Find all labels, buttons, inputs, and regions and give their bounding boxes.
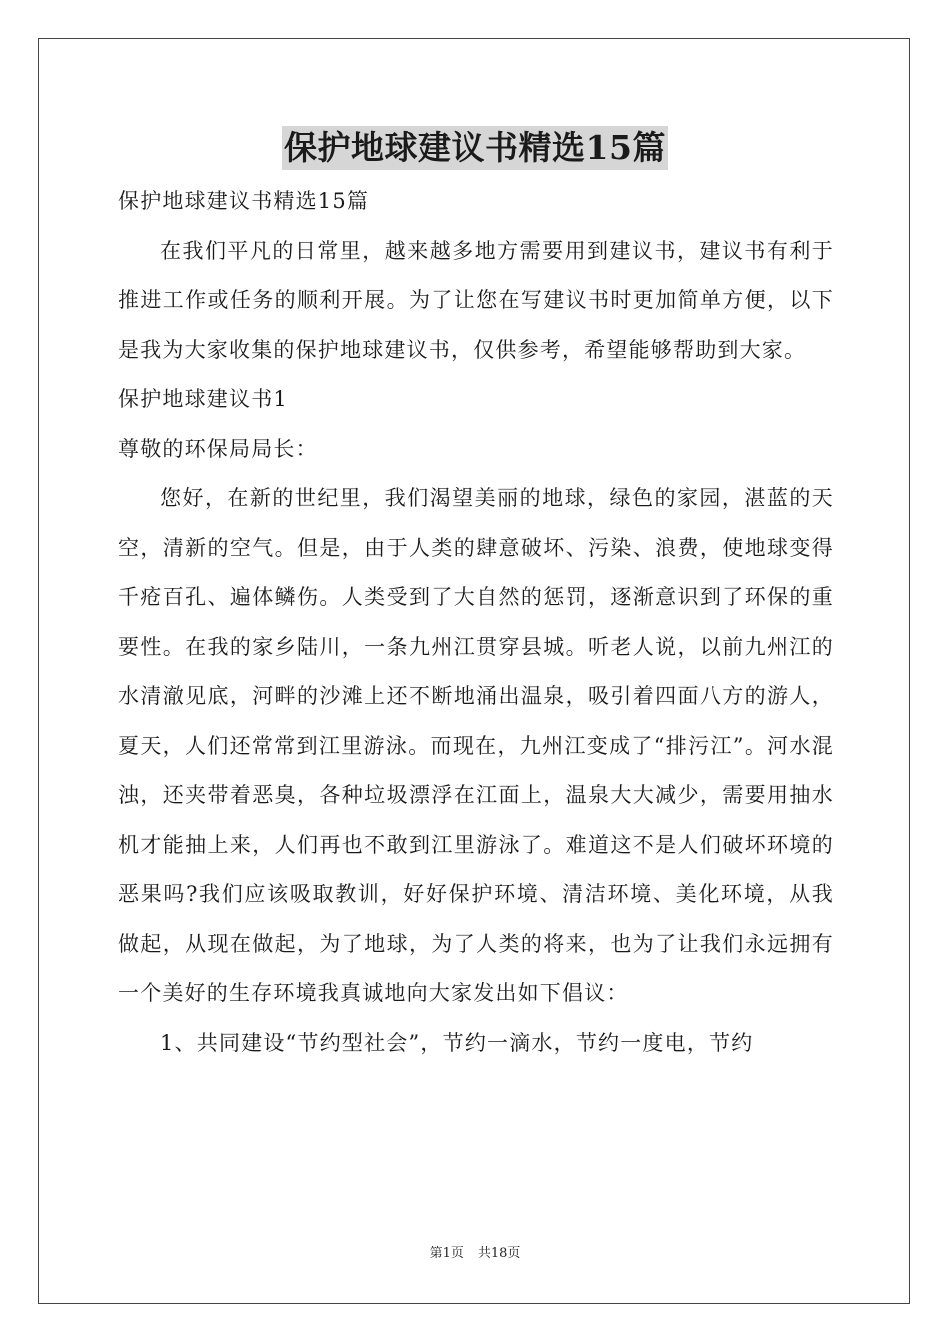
page-footer: [0, 1244, 950, 1264]
page-current: 第1页: [429, 1246, 464, 1261]
salutation: 尊敬的环保局局长：: [118, 436, 318, 461]
body-paragraph: 您好，在新的世纪里，我们渴望美丽的地球，绿色的家园，湛蓝的天空，清新的空气。但是，由于人类的肆意破坏、污染、浪费，使地球变得千疮百孔、遍体鳞伤。人类受到了大自然的惩罚，逐渐意识到了环保的重要性。在我的家乡陆川，一条九州江贯穿县城。听老人说，以前九州江的水清澈见底，河畔的沙滩上还不断地涌出温泉，吸引着四面八方的游人，夏天，人们还常常到江里游泳。而现在，九州江变成了“排污江”。河水混浊，还夹带着恶臭，各种垃圾漂浮在江面上，温泉大大减少，需要用抽水机才能抽上来，人们再也不敢到江里游泳了。难道这不是人们破坏环境的恶果吗?我们应该吸取教训，好好保护环境、清洁环境、美化环境，从我做起，从现在做起，为了地球，为了人类的将来，也为了让我们永远拥有一个美好的生存环境我真诚地向大家发出如下倡议：: [118, 486, 834, 1005]
title-container: [0, 126, 950, 170]
page-total: 共18页: [477, 1246, 521, 1261]
list-item-1: 1、共同建设“节约型社会”，节约一滴水，节约一度电，节约: [160, 1030, 754, 1055]
document-body: [118, 177, 834, 1068]
document-subtitle: 保护地球建议书精选15篇: [118, 189, 370, 213]
intro-paragraph: 在我们平凡的日常里，越来越多地方需要用到建议书，建议书有利于推进工作或任务的顺利开展。为了让您在写建议书时更加简单方便，以下是我为大家收集的保护地球建议书，仅供参考，希望能够帮助到大家。: [118, 238, 834, 362]
section-heading: 保护地球建议书1: [118, 387, 288, 411]
document-title: 保护地球建议书精选15篇: [282, 126, 668, 170]
